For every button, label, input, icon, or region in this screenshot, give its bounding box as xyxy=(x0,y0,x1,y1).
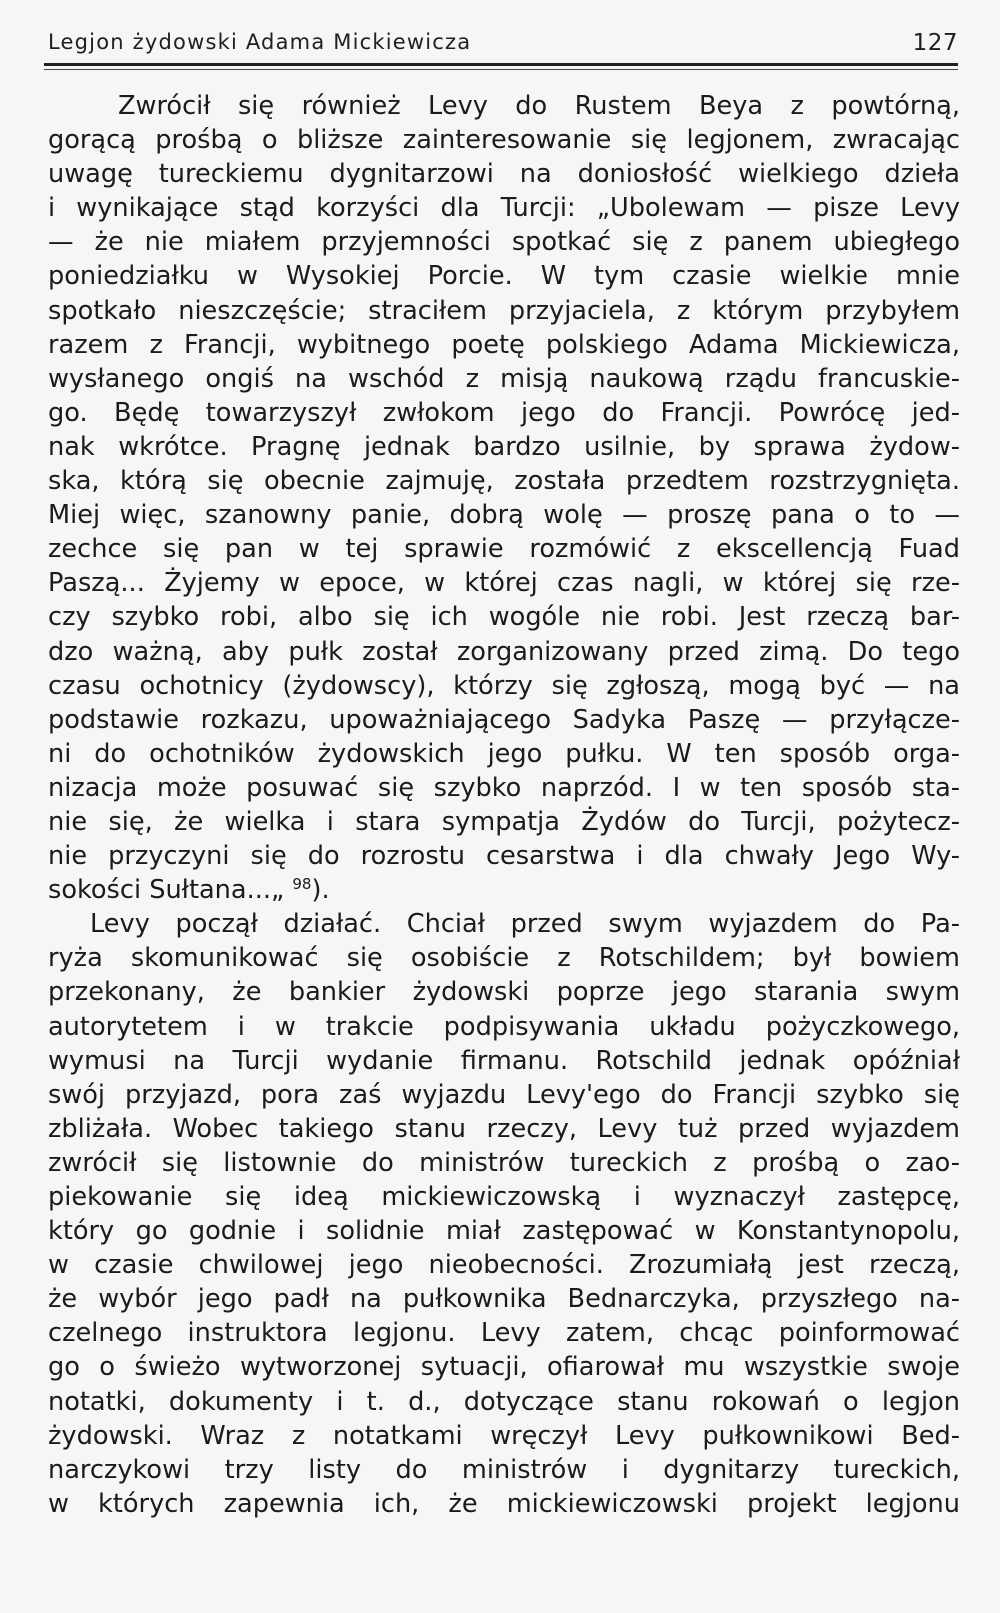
text-line: poniedziałku w Wysokiej Porcie. W tym czasie wielkie mnie xyxy=(48,261,960,292)
text-line: czelnego instruktora legjonu. Levy zatem, chcąc poinformować xyxy=(48,1318,960,1349)
text-line: czy szybko robi, albo się ich wogóle nie robi. Jest rzeczą bar- xyxy=(48,602,960,633)
header-rule xyxy=(44,63,958,66)
text-line: zwrócił się listownie do ministrów tureckich z prośbą o zao- xyxy=(48,1147,960,1178)
body-text xyxy=(48,89,960,1521)
text-line: w których zapewnia ich, że mickiewiczowski projekt legjonu xyxy=(48,1488,960,1519)
footnote-tail: ). xyxy=(311,875,330,906)
text-line: nizacja może posuwać się szybko naprzód. I w ten sposób sta- xyxy=(48,772,960,803)
text-line-with-footnote xyxy=(48,873,960,907)
text-line: podstawie rozkazu, upoważniającego Sadyka Paszę — przyłącze- xyxy=(48,704,960,735)
text-line: sokości Sułtana...„ xyxy=(48,875,285,906)
text-line: go. Będę towarzyszył zwłokom jego do Francji. Powrócę jed- xyxy=(48,397,960,428)
text-line: autorytetem i w trakcie podpisywania układu pożyczkowego, xyxy=(48,1011,960,1042)
text-line: zechce się pan w tej sprawie rozmówić z ekscellencją Fuad xyxy=(48,534,960,565)
text-line: i wynikające stąd korzyści dla Turcji: „Ubolewam — pisze Levy xyxy=(48,193,960,224)
text-line: nak wkrótce. Pragnę jednak bardzo usilnie, by sprawa żydow- xyxy=(48,431,960,462)
footnote-reference: 98 xyxy=(292,875,312,894)
running-title: Legjon żydowski Adama Mickiewicza xyxy=(48,30,472,54)
text-line: Miej więc, szanowny panie, dobrą wolę — proszę pana o to — xyxy=(48,500,960,531)
text-line: Levy począł działać. Chciał przed swym wyjazdem do Pa- xyxy=(90,909,960,940)
text-line: który go godnie i solidnie miał zastępować w Konstantynopolu, xyxy=(48,1216,960,1247)
page-number: 127 xyxy=(912,30,958,56)
text-line: Paszą... Żyjemy w epoce, w której czas nagli, w której się rze- xyxy=(48,568,960,599)
text-line: dzo ważną, aby pułk został zorganizowany przed zimą. Do tego xyxy=(48,636,960,667)
text-line: wymusi na Turcji wydanie firmanu. Rotschild jednak opóźniał xyxy=(48,1045,960,1076)
text-line: nie przyczyni się do rozrostu cesarstwa i dla chwały Jego Wy- xyxy=(48,841,960,872)
text-line: wysłanego ongiś na wschód z misją naukową rządu francuskie- xyxy=(48,363,960,394)
text-line: ni do ochotników żydowskich jego pułku. W ten sposób orga- xyxy=(48,738,960,769)
text-line: zbliżała. Wobec takiego stanu rzeczy, Levy tuż przed wyjazdem xyxy=(48,1113,960,1144)
text-line: uwagę tureckiemu dygnitarzowi na doniosłość wielkiego dzieła xyxy=(48,159,960,190)
text-line: — że nie miałem przyjemności spotkać się z panem ubiegłego xyxy=(48,227,960,258)
text-line: ryża skomunikować się osobiście z Rotschildem; był bowiem xyxy=(48,943,960,974)
text-line: swój przyjazd, pora zaś wyjazdu Levy'ego do Francji szybko się xyxy=(48,1079,960,1110)
text-line: przekonany, że bankier żydowski poprze jego starania swym xyxy=(48,977,960,1008)
text-line: nie się, że wielka i stara sympatja Żydów do Turcji, pożytecz- xyxy=(48,806,960,837)
text-line: spotkało nieszczęście; straciłem przyjaciela, z którym przybyłem xyxy=(48,295,960,326)
text-line: Zwrócił się również Levy do Rustem Beya z powtórną, xyxy=(118,91,960,121)
text-line: czasu ochotnicy (żydowscy), którzy się zgłoszą, mogą być — na xyxy=(48,670,960,701)
page-header xyxy=(48,24,958,58)
text-line: ska, którą się obecnie zajmuję, została przedtem rozstrzygnięta. xyxy=(48,466,960,497)
text-line: piekowanie się ideą mickiewiczowską i wyznaczył zastępcę, xyxy=(48,1182,960,1212)
text-line: narczykowi trzy listy do ministrów i dygnitarzy tureckich, xyxy=(48,1454,960,1485)
text-line: razem z Francji, wybitnego poetę polskiego Adama Mickiewicza, xyxy=(48,329,960,360)
header-rule-thin xyxy=(44,69,958,70)
text-line: żydowski. Wraz z notatkami wręczył Levy pułkownikowi Bed- xyxy=(48,1420,960,1451)
text-line: że wybór jego padł na pułkownika Bednarczyka, przyszłego na- xyxy=(48,1284,960,1315)
text-line: gorącą prośbą o bliższe zainteresowanie się legjonem, zwracając xyxy=(48,125,960,156)
text-line: w czasie chwilowej jego nieobecności. Zrozumiałą jest rzeczą, xyxy=(48,1250,960,1281)
text-line: notatki, dokumenty i t. d., dotyczące stanu rokowań o legjon xyxy=(48,1386,960,1417)
text-line: go o świeżo wytworzonej sytuacji, ofiarował mu wszystkie swoje xyxy=(48,1352,960,1383)
